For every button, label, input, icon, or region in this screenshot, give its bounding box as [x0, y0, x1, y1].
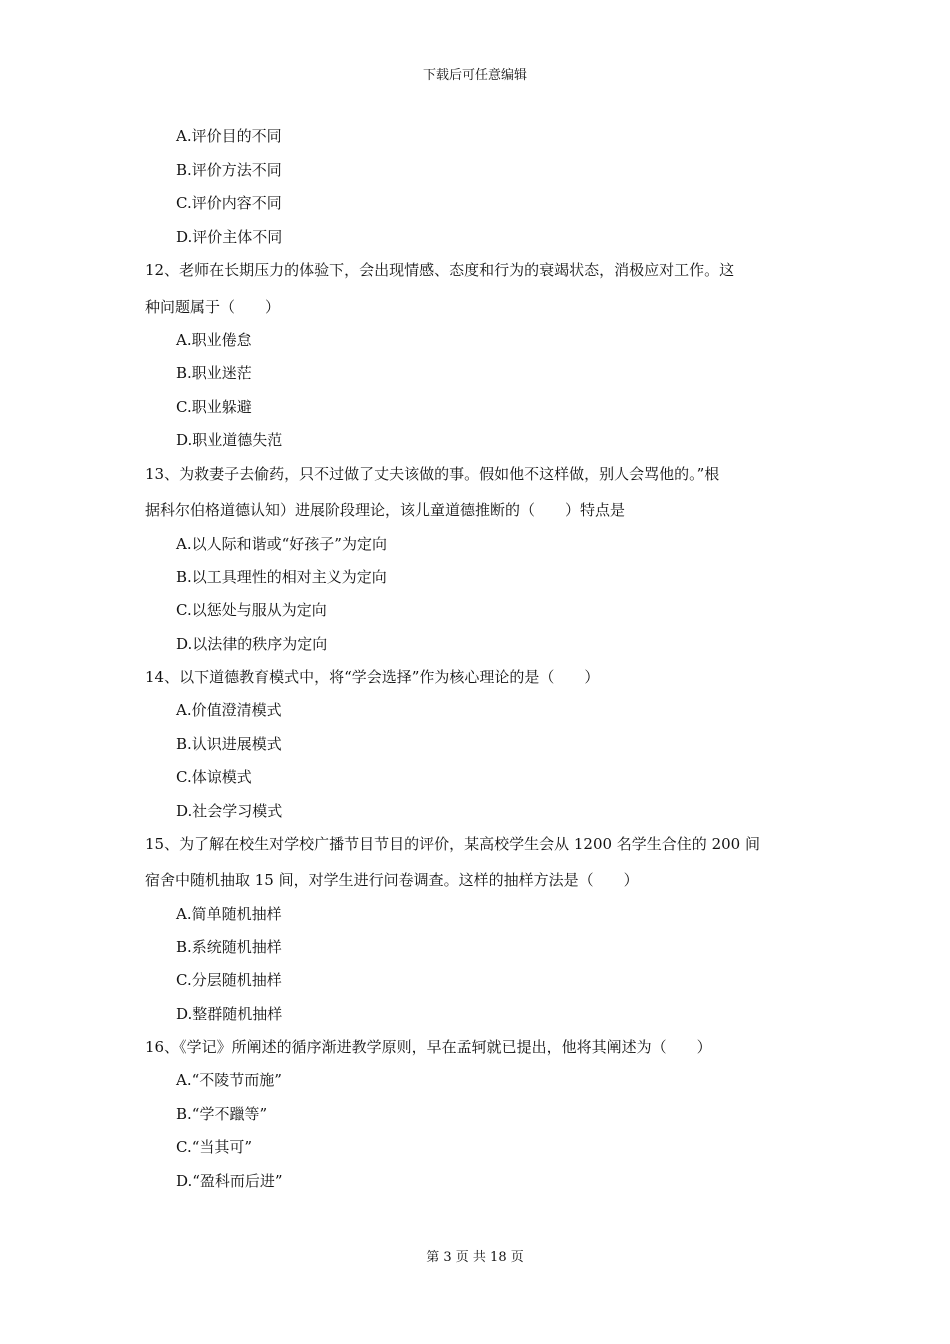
option-line: A.价值澄清模式: [176, 701, 282, 719]
question-14-text: 14、以下道德教育模式中，将“学会选择”作为核心理论的是（ ）: [145, 668, 600, 686]
option-line: B.评价方法不同: [176, 161, 282, 179]
page-header: 下载后可任意编辑: [422, 68, 527, 83]
option-line: D.职业道德失范: [176, 431, 283, 449]
option-line: D.社会学习模式: [176, 802, 283, 820]
option-line: A.评价目的不同: [176, 127, 282, 145]
option-line: B.以工具理性的相对主义为定向: [176, 568, 387, 586]
option-line: C.“当其可”: [176, 1138, 253, 1156]
option-line: D.整群随机抽样: [176, 1005, 283, 1023]
option-line: B.认识进展模式: [176, 735, 282, 753]
option-line: A.简单随机抽样: [176, 905, 282, 923]
question-13-text: 13、为救妻子去偷药，只不过做了丈夫该做的事。假如他不这样做，别人会骂他的。”根: [145, 465, 720, 483]
page-footer: 第 3 页 共 18 页: [426, 1250, 524, 1265]
option-line: B.“学不躐等”: [176, 1105, 268, 1123]
option-line: C.分层随机抽样: [176, 971, 282, 989]
option-line: C.以惩处与服从为定向: [176, 601, 327, 619]
option-line: D.评价主体不同: [176, 228, 283, 246]
question-13-text-cont: 据科尔伯格道德认知）进展阶段理论，该儿童道德推断的（ ）特点是: [145, 501, 626, 519]
question-12-text-cont: 种问题属于（ ）: [145, 298, 281, 316]
option-line: C.职业躲避: [176, 398, 252, 416]
option-line: B.系统随机抽样: [176, 938, 282, 956]
option-line: C.评价内容不同: [176, 194, 282, 212]
option-line: A.职业倦怠: [176, 331, 252, 349]
question-15-text: 15、为了解在校生对学校广播节目节目的评价，某高校学生会从 1200 名学生合住的 200 间: [145, 835, 760, 853]
question-12-text: 12、老师在长期压力的体验下，会出现情感、态度和行为的衰竭状态，消极应对工作。这: [145, 261, 735, 279]
option-line: B.职业迷茫: [176, 364, 252, 382]
option-line: C.体谅模式: [176, 768, 252, 786]
option-line: D.以法律的秩序为定向: [176, 635, 328, 653]
option-line: A.以人际和谐或“好孩子”为定向: [176, 535, 387, 553]
question-15-text-cont: 宿舍中随机抽取 15 间，对学生进行问卷调查。这样的抽样方法是（ ）: [145, 871, 639, 889]
option-line: A.“不陵节而施”: [176, 1071, 282, 1089]
question-16-text: 16、《学记》所阐述的循序渐进教学原则，早在孟轲就已提出，他将其阐述为（ ）: [145, 1038, 712, 1056]
option-line: D.“盈科而后进”: [176, 1172, 283, 1190]
